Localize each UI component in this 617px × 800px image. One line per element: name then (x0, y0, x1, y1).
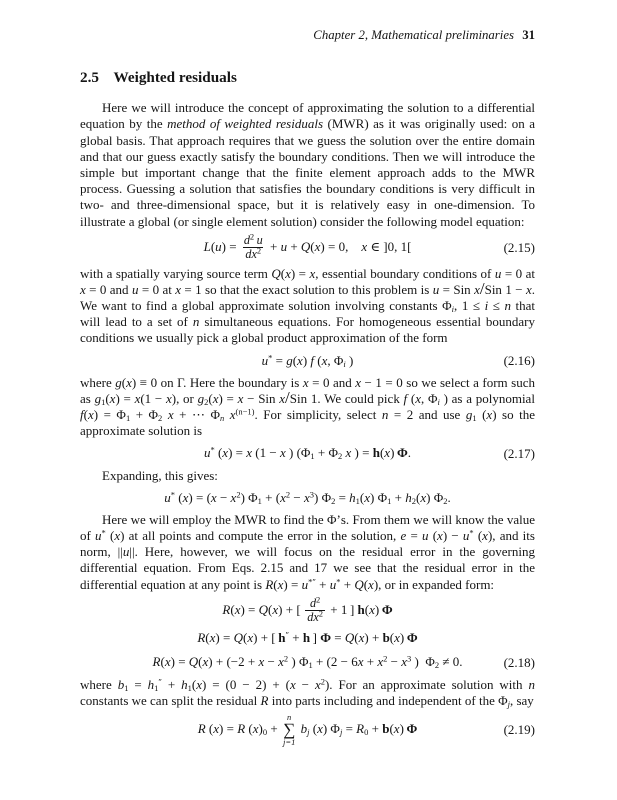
fraction: $\frac{d^2}{dx^2}$ (307, 594, 324, 625)
equation-number: (2.17) (503, 445, 535, 461)
summation: n ∑ j=1 (282, 711, 296, 748)
equation (80, 444, 535, 464)
formula: R (x) = R $(x)_0$ + n ∑ j=1 $b_j$ (x) $\Phi_j = R_0 + b(x)$ Φ (197, 711, 418, 748)
formula: R(x) = Q(x) + [ $\frac{d^2}{dx^2}$ + 1 ] h(x) Φ (222, 594, 393, 625)
paragraph: where g(x) ≡ 0 on Γ. Here the boundary is x = 0 and x − 1 = 0 so we select a form such as $g_1(x) = x(1 - x)$, or $g_2(x) = x$ − Sin x/Sin 1. We could pick f (x, $\Phi_i$ ) as a polynomial $f(x) = \Phi_1 + \Phi_2$ x + ⋯ $\Phi_n$ $x^{(n-1)}$. For simplicity, select n = 2 and use $g_1$ (x) so the approximate solution is (80, 374, 536, 439)
formula: u* $(x) = (x - x^2)$ $\Phi_1 + (x^2 - x^3) \Phi_2 = h_1(x) \Phi_1 + h_2(x)$ $\Phi_2$. (164, 488, 451, 506)
section-number: 2.5 (80, 69, 99, 87)
paragraph: Expanding, this gives: (102, 467, 218, 483)
page-body (80, 100, 535, 747)
paragraph: where $b_1 = h_1'' + h_1(x) = (0 - 2) + (x - x^2)$. For an approximate solution with n constants we can split the residual R into parts including and independent of the $\Phi_j$, say (80, 675, 535, 709)
sigma-symbol: ∑ (283, 720, 296, 740)
formula: u* (x) = x (1 − x ) ($\Phi_1 + \Phi_2$ x ) = h(x) Φ. (203, 444, 412, 462)
formula: u* = g(x) f (x, $\Phi_i$ ) (261, 351, 354, 369)
equation (80, 488, 535, 508)
section-heading (80, 69, 535, 87)
equation (80, 653, 535, 673)
equation-number: (2.15) (503, 239, 535, 255)
formula: R(x) = Q(x) + [ h″ + h ] Φ = Q(x) + b(x) Φ (197, 629, 418, 646)
page-number: 31 (522, 28, 535, 42)
equation-number: (2.18) (503, 654, 535, 670)
running-head (80, 27, 535, 43)
formula: L(u) = $\frac{d^2 u}{dx^2}$ + u + Q(x) = 0, x ∈ ]0, 1[ (203, 231, 412, 262)
equation-number: (2.19) (503, 721, 535, 737)
paragraph: with a spatially varying source term Q(x) = x, essential boundary conditions of u = 0 at x = 0 and u = 0 at x = 1 so that the exact solution to this problem is u = Sin x/Sin 1 − x. We want to find a global approximate solution involving constants $\Phi_i$, 1 ≤ i ≤ n that will lead to a set of n simultaneous equations. For homogeneous essential boundary conditions we usually pick a global product approximation of the form (80, 265, 536, 346)
equation (80, 594, 535, 625)
equation (80, 351, 535, 371)
paragraph: Here we will introduce the concept of approximating the solution to a differential equation by the method of weighted residuals (MWR) as it was originally used: on a global basis. That approach requires that we guess the solution over the entire domain and that our guess exactly satisfy the boundary conditions. Then we will introduce the simple but important change that the finite element approach adds to the MWR process. Guessing a solution that satisfies the boundary conditions is very difficult in two- and three-dimensional space, but it is relatively easy in one-dimension. To illustrate a global (or single element solution) consider the following model equation: (80, 100, 535, 229)
fraction: $\frac{d^2 u}{dx^2}$ (243, 231, 263, 262)
formula: $R(x) = Q(x) + (-2 + x - x^2$ ) $\Phi_1 + (2 - 6x + x^2 - x^3$ ) $\Phi_2 \ne 0$. (152, 653, 463, 671)
paragraph: Here we will employ the MWR to find the Φ’s. From them we will know the value of u* (x) at all points and compute the error in the solution, e = u (x) − u* (x), and its norm, ||u||. Here, however, we will focus on the residual error in the governing differential equation. From Eqs. 2.15 and 17 we see that the residual error in the differential equation at any point is R(x) = u*″ + u* + Q(x), or in expanded form: (80, 511, 535, 592)
running-head-title: Chapter 2, Mathematical preliminaries (313, 28, 514, 42)
section-title: Weighted residuals (113, 69, 237, 87)
equation (80, 629, 535, 649)
equation (80, 713, 535, 747)
equation (80, 231, 535, 262)
equation-number: (2.16) (503, 352, 535, 368)
